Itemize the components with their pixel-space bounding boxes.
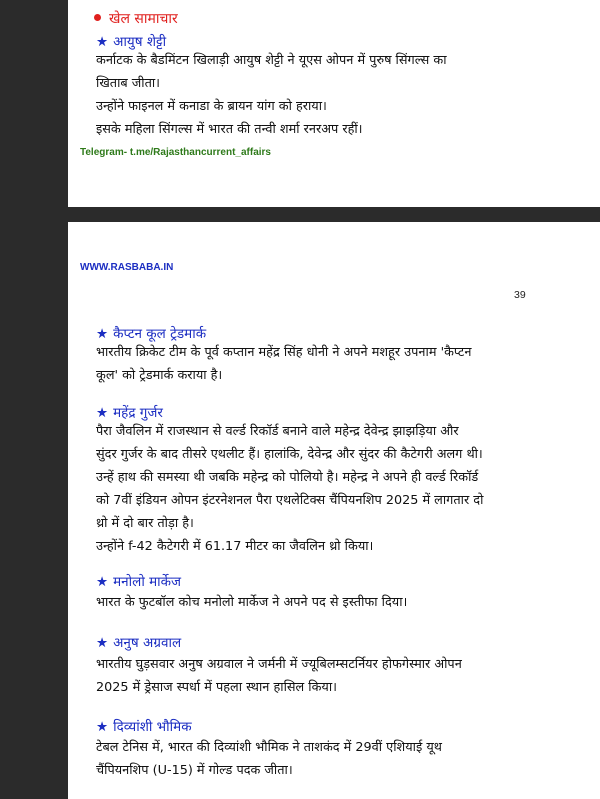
text-line: इसके महिला सिंगल्स में भारत की तन्वी शर्मा रनरअप रहीं। bbox=[96, 122, 363, 137]
text-line: टेबल टेनिस में, भारत की दिव्यांशी भौमिक ने ताशकंद में 29वीं एशियाई यूथ bbox=[96, 740, 442, 755]
text-line: भारतीय घुड़सवार अनुष अग्रवाल ने जर्मनी में ज्यूबिलम्सटर्नियर होफगेस्मार ओपन bbox=[96, 657, 462, 672]
entry-title: ★ आयुष शेट्टी bbox=[96, 34, 167, 50]
text-line: भारत के फुटबॉल कोच मनोलो मार्केज ने अपने पद से इस्तीफा दिया। bbox=[96, 595, 408, 610]
text-line: उन्होंने फाइनल में कनाडा के ब्रायन यांग को हराया। bbox=[96, 99, 327, 114]
section-heading: खेल सामाचार bbox=[94, 9, 178, 28]
text-line: खिताब जीता। bbox=[96, 76, 161, 91]
website-link[interactable]: WWW.RASBABA.IN bbox=[80, 262, 174, 273]
entry-body bbox=[96, 736, 556, 782]
text-line: उन्होंने f-42 कैटेगरी में 61.17 मीटर का जैवलिन थ्रो किया। bbox=[96, 539, 374, 554]
telegram-link[interactable]: Telegram- t.me/Rajasthancurrent_affairs bbox=[80, 147, 271, 158]
entry-body bbox=[96, 653, 556, 699]
page-1 bbox=[68, 0, 600, 207]
text-line: थ्रो में दो बार तोड़ा है। bbox=[96, 516, 194, 531]
text-line: उन्हें हाथ की समस्या थी जबकि महेन्द्र को पोलियो है। महेन्द्र ने अपने ही वर्ल्ड रिकॉर्ड bbox=[96, 470, 479, 485]
text-line: चैंपियनशिप (U-15) में गोल्ड पदक जीता। bbox=[96, 763, 293, 778]
bullet-dot-icon bbox=[94, 14, 101, 21]
text-line: 2025 में ड्रेसाज स्पर्धा में पहला स्थान हासिल किया। bbox=[96, 680, 338, 695]
star-icon: ★ bbox=[96, 635, 109, 651]
star-icon: ★ bbox=[96, 405, 109, 421]
text-line: पैरा जैवलिन में राजस्थान से वर्ल्ड रिकॉर्ड बनाने वाले महेन्द्र देवेन्द्र झाझड़िया और bbox=[96, 424, 459, 439]
star-icon: ★ bbox=[96, 574, 109, 590]
star-icon: ★ bbox=[96, 34, 109, 50]
entry-body bbox=[96, 591, 556, 614]
text-line: सुंदर गुर्जर के बाद तीसरे एथलीट हैं। हालांकि, देवेन्द्र और सुंदर की कैटेगरी अलग थी। bbox=[96, 447, 483, 462]
entry-title: ★ कैप्टन कूल ट्रेडमार्क bbox=[96, 326, 207, 342]
entry-title: ★ अनुष अग्रवाल bbox=[96, 635, 182, 651]
star-icon: ★ bbox=[96, 719, 109, 735]
entry-title: ★ महेंद्र गुर्जर bbox=[96, 405, 163, 421]
entry-title: ★ दिव्यांशी भौमिक bbox=[96, 719, 192, 735]
entry-body bbox=[96, 49, 556, 141]
star-icon: ★ bbox=[96, 326, 109, 342]
text-line: कूल' को ट्रेडमार्क कराया है। bbox=[96, 368, 223, 383]
text-line: को 7वीं इंडियन ओपन इंटरनेशनल पैरा एथलेटिक्स चैंपियनशिप 2025 में लागतार दो bbox=[96, 493, 484, 508]
entry-title: ★ मनोलो मार्केज bbox=[96, 574, 182, 590]
entry-body bbox=[96, 341, 556, 387]
page-2 bbox=[68, 222, 600, 799]
text-line: कर्नाटक के बैडमिंटन खिलाड़ी आयुष शेट्टी ने यूएस ओपन में पुरुष सिंगल्स का bbox=[96, 53, 447, 68]
page-number: 39 bbox=[514, 289, 526, 301]
entry-body bbox=[96, 420, 556, 558]
text-line: भारतीय क्रिकेट टीम के पूर्व कप्तान महेंद्र सिंह धोनी ने अपने मशहूर उपनाम 'कैप्टन bbox=[96, 345, 472, 360]
